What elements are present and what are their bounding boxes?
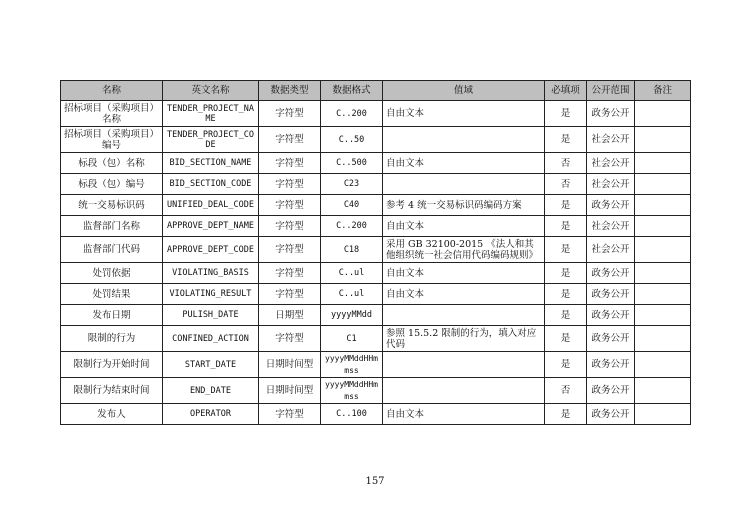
cell-data-format: C40 bbox=[321, 195, 383, 216]
cell-name: 统一交易标识码 bbox=[61, 195, 163, 216]
cell-remarks bbox=[635, 305, 691, 326]
cell-disclosure-scope: 社会公开 bbox=[587, 237, 635, 263]
table-row bbox=[61, 326, 691, 352]
table-row bbox=[61, 195, 691, 216]
cell-data-type: 日期时间型 bbox=[259, 378, 321, 404]
cell-english-name: UNIFIED_DEAL_CODE bbox=[163, 195, 259, 216]
cell-data-type: 日期型 bbox=[259, 305, 321, 326]
cell-required: 是 bbox=[545, 195, 587, 216]
cell-value-domain bbox=[383, 378, 545, 404]
cell-english-name: BID_SECTION_NAME bbox=[163, 153, 259, 174]
cell-data-type: 字符型 bbox=[259, 101, 321, 127]
cell-required: 是 bbox=[545, 305, 587, 326]
header-value-domain: 值域 bbox=[383, 81, 545, 101]
cell-value-domain: 自由文本 bbox=[383, 263, 545, 284]
header-remarks: 备注 bbox=[635, 81, 691, 101]
cell-remarks bbox=[635, 352, 691, 378]
table-row bbox=[61, 378, 691, 404]
cell-english-name: VIOLATING_BASIS bbox=[163, 263, 259, 284]
cell-english-name: OPERATOR bbox=[163, 404, 259, 425]
cell-remarks bbox=[635, 127, 691, 153]
cell-value-domain: 自由文本 bbox=[383, 404, 545, 425]
cell-data-format: C..200 bbox=[321, 101, 383, 127]
cell-data-type: 字符型 bbox=[259, 195, 321, 216]
cell-name: 标段（包）编号 bbox=[61, 174, 163, 195]
cell-disclosure-scope: 社会公开 bbox=[587, 216, 635, 237]
cell-value-domain: 采用 GB 32100-2015 《法人和其他组织统一社会信用代码编码规则》 bbox=[383, 237, 545, 263]
cell-english-name: APPROVE_DEPT_CODE bbox=[163, 237, 259, 263]
cell-name: 限制的行为 bbox=[61, 326, 163, 352]
cell-data-type: 字符型 bbox=[259, 153, 321, 174]
cell-required: 否 bbox=[545, 378, 587, 404]
header-english-name: 英文名称 bbox=[163, 81, 259, 101]
cell-value-domain: 参照 15.5.2 限制的行为，填入对应代码 bbox=[383, 326, 545, 352]
cell-english-name: TENDER_PROJECT_NAME bbox=[163, 101, 259, 127]
cell-english-name: VIOLATING_RESULT bbox=[163, 284, 259, 305]
cell-disclosure-scope: 社会公开 bbox=[587, 127, 635, 153]
cell-name: 标段（包）名称 bbox=[61, 153, 163, 174]
data-element-table bbox=[60, 80, 691, 425]
cell-data-format: C..ul bbox=[321, 263, 383, 284]
cell-value-domain: 自由文本 bbox=[383, 284, 545, 305]
table-header-row bbox=[61, 81, 691, 101]
cell-required: 否 bbox=[545, 153, 587, 174]
cell-required: 否 bbox=[545, 174, 587, 195]
cell-english-name: BID_SECTION_CODE bbox=[163, 174, 259, 195]
cell-name: 招标项目（采购项目）编号 bbox=[61, 127, 163, 153]
cell-remarks bbox=[635, 101, 691, 127]
cell-remarks bbox=[635, 174, 691, 195]
cell-data-format: yyyyMMddHHmmss bbox=[321, 352, 383, 378]
header-required: 必填项 bbox=[545, 81, 587, 101]
cell-required: 是 bbox=[545, 216, 587, 237]
cell-required: 是 bbox=[545, 352, 587, 378]
cell-disclosure-scope: 社会公开 bbox=[587, 153, 635, 174]
cell-data-format: yyyyMMdd bbox=[321, 305, 383, 326]
header-data-type: 数据类型 bbox=[259, 81, 321, 101]
header-data-format: 数据格式 bbox=[321, 81, 383, 101]
cell-disclosure-scope: 政务公开 bbox=[587, 378, 635, 404]
cell-remarks bbox=[635, 404, 691, 425]
table-row bbox=[61, 284, 691, 305]
cell-name: 发布日期 bbox=[61, 305, 163, 326]
cell-name: 招标项目（采购项目）名称 bbox=[61, 101, 163, 127]
cell-name: 处罚依据 bbox=[61, 263, 163, 284]
cell-data-format: C..500 bbox=[321, 153, 383, 174]
cell-disclosure-scope: 社会公开 bbox=[587, 174, 635, 195]
cell-required: 是 bbox=[545, 127, 587, 153]
cell-required: 是 bbox=[545, 263, 587, 284]
cell-required: 是 bbox=[545, 326, 587, 352]
cell-data-format: C18 bbox=[321, 237, 383, 263]
cell-data-type: 日期时间型 bbox=[259, 352, 321, 378]
cell-english-name: TENDER_PROJECT_CODE bbox=[163, 127, 259, 153]
cell-data-type: 字符型 bbox=[259, 404, 321, 425]
cell-value-domain bbox=[383, 174, 545, 195]
cell-value-domain bbox=[383, 127, 545, 153]
cell-value-domain: 自由文本 bbox=[383, 216, 545, 237]
cell-data-type: 字符型 bbox=[259, 127, 321, 153]
cell-english-name: APPROVE_DEPT_NAME bbox=[163, 216, 259, 237]
cell-name: 监督部门代码 bbox=[61, 237, 163, 263]
cell-remarks bbox=[635, 237, 691, 263]
cell-required: 是 bbox=[545, 237, 587, 263]
cell-english-name: START_DATE bbox=[163, 352, 259, 378]
table-row bbox=[61, 216, 691, 237]
cell-required: 是 bbox=[545, 284, 587, 305]
table-row bbox=[61, 174, 691, 195]
cell-data-format: C..200 bbox=[321, 216, 383, 237]
cell-data-type: 字符型 bbox=[259, 174, 321, 195]
cell-disclosure-scope: 政务公开 bbox=[587, 101, 635, 127]
cell-disclosure-scope: 政务公开 bbox=[587, 404, 635, 425]
cell-remarks bbox=[635, 284, 691, 305]
table-row bbox=[61, 404, 691, 425]
cell-value-domain bbox=[383, 352, 545, 378]
header-disclosure-scope: 公开范围 bbox=[587, 81, 635, 101]
cell-value-domain bbox=[383, 305, 545, 326]
cell-disclosure-scope: 政务公开 bbox=[587, 326, 635, 352]
table-row bbox=[61, 127, 691, 153]
cell-required: 是 bbox=[545, 101, 587, 127]
cell-remarks bbox=[635, 153, 691, 174]
cell-name: 监督部门名称 bbox=[61, 216, 163, 237]
cell-disclosure-scope: 政务公开 bbox=[587, 305, 635, 326]
cell-required: 是 bbox=[545, 404, 587, 425]
cell-disclosure-scope: 政务公开 bbox=[587, 352, 635, 378]
table-row bbox=[61, 263, 691, 284]
cell-value-domain: 自由文本 bbox=[383, 153, 545, 174]
table-row bbox=[61, 237, 691, 263]
cell-remarks bbox=[635, 195, 691, 216]
cell-name: 处罚结果 bbox=[61, 284, 163, 305]
table-row bbox=[61, 352, 691, 378]
table-row bbox=[61, 153, 691, 174]
cell-value-domain: 参考 4 统一交易标识码编码方案 bbox=[383, 195, 545, 216]
table-row bbox=[61, 305, 691, 326]
cell-name: 限制行为开始时间 bbox=[61, 352, 163, 378]
cell-data-type: 字符型 bbox=[259, 326, 321, 352]
cell-name: 限制行为结束时间 bbox=[61, 378, 163, 404]
cell-disclosure-scope: 政务公开 bbox=[587, 195, 635, 216]
cell-data-format: C..50 bbox=[321, 127, 383, 153]
cell-remarks bbox=[635, 326, 691, 352]
cell-english-name: END_DATE bbox=[163, 378, 259, 404]
cell-data-format: C..100 bbox=[321, 404, 383, 425]
cell-data-format: yyyyMMddHHmmss bbox=[321, 378, 383, 404]
cell-remarks bbox=[635, 263, 691, 284]
cell-value-domain: 自由文本 bbox=[383, 101, 545, 127]
cell-data-type: 字符型 bbox=[259, 237, 321, 263]
cell-disclosure-scope: 政务公开 bbox=[587, 263, 635, 284]
table-row bbox=[61, 101, 691, 127]
cell-data-format: C..ul bbox=[321, 284, 383, 305]
page-number: 157 bbox=[365, 476, 385, 487]
cell-remarks bbox=[635, 216, 691, 237]
cell-data-type: 字符型 bbox=[259, 284, 321, 305]
cell-english-name: PULISH_DATE bbox=[163, 305, 259, 326]
cell-data-format: C23 bbox=[321, 174, 383, 195]
cell-data-format: C1 bbox=[321, 326, 383, 352]
cell-disclosure-scope: 政务公开 bbox=[587, 284, 635, 305]
cell-remarks bbox=[635, 378, 691, 404]
cell-data-type: 字符型 bbox=[259, 216, 321, 237]
cell-name: 发布人 bbox=[61, 404, 163, 425]
header-name: 名称 bbox=[61, 81, 163, 101]
cell-data-type: 字符型 bbox=[259, 263, 321, 284]
cell-english-name: CONFINED_ACTION bbox=[163, 326, 259, 352]
